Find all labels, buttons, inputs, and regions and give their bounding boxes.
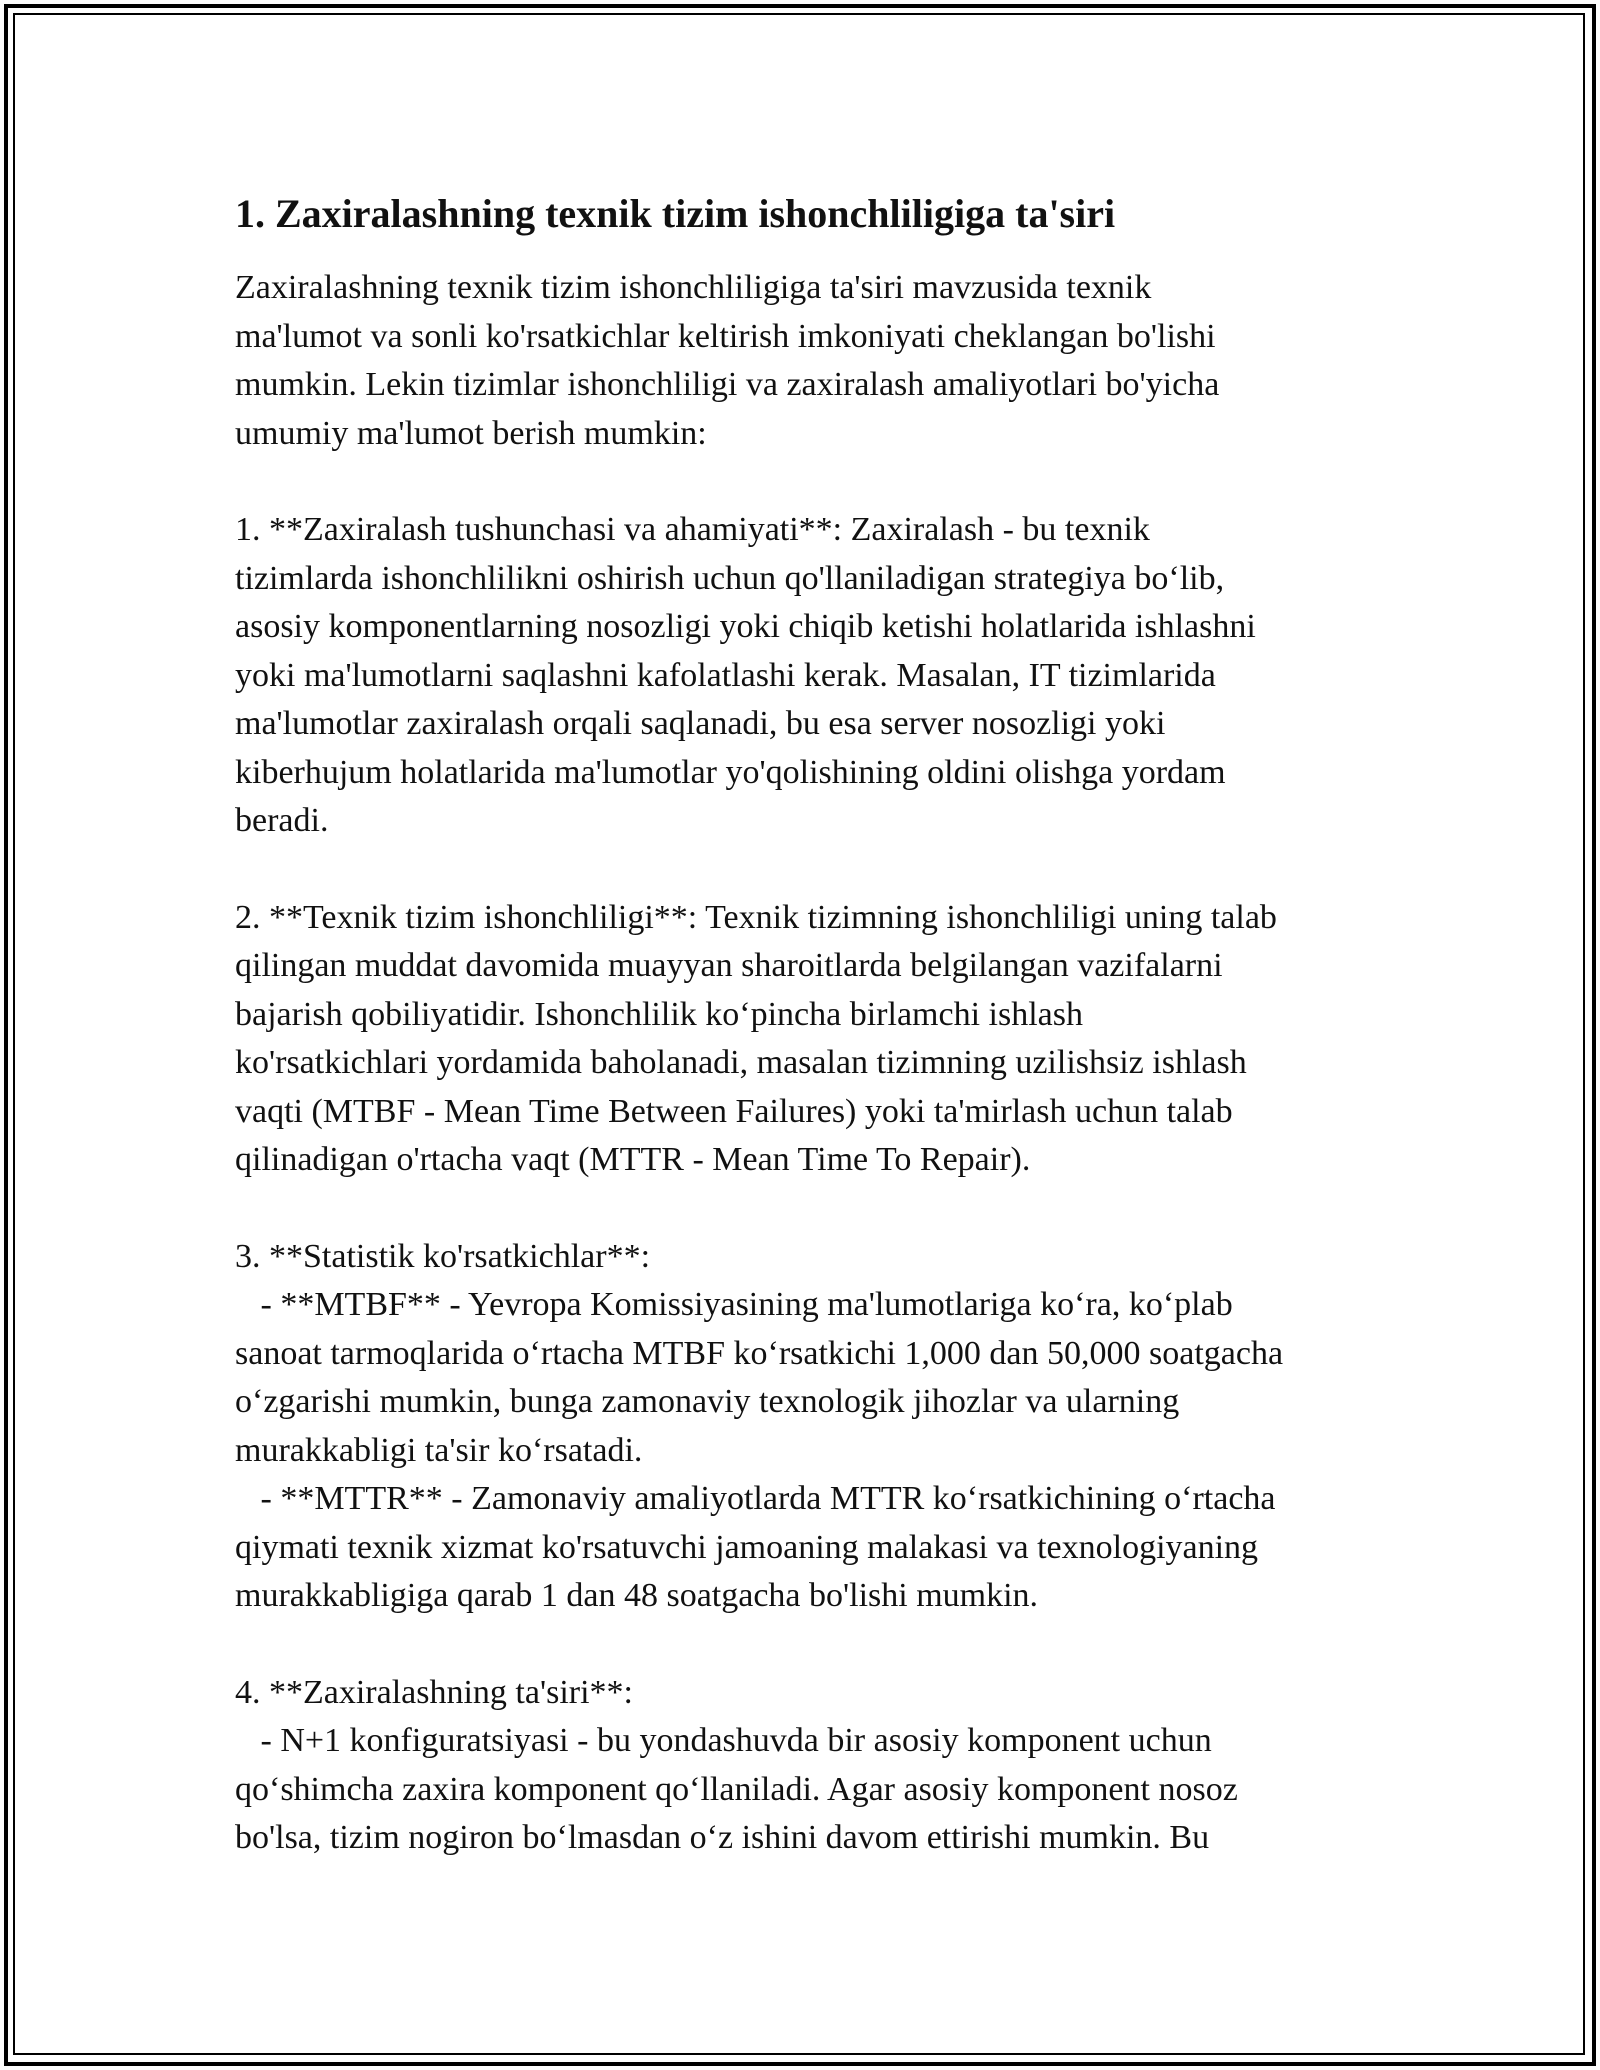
- document-body: [235, 188, 1385, 1863]
- paragraph-statistics: 3. **Statistik ko'rsatkichlar**: - **MTBF** - Yevropa Komissiyasining ma'lumotlariga ko‘ra, ko‘plab sanoat tarmoqlarida o‘rtacha MTBF ko‘rsatkichi 1,000 dan 50,000 soatgacha o‘zgarishi mumkin, bunga zamonaviy texnologik jihozlar va ularning murakkabligi ta'sir ko‘rsatadi. - **MTTR** - Zamonaviy amaliyotlarda MTTR ko‘rsatkichining o‘rtacha qiymati texnik xizmat ko'rsatuvchi jamoaning malakasi va texnologiyaning murakkabligiga qarab 1 dan 48 soatgacha bo'lishi mumkin.: [235, 1237, 1284, 1614]
- paragraph-system-reliability: 2. **Texnik tizim ishonchliligi**: Texnik tizimning ishonchliligi uning talab qilingan muddat davomida muayyan sharoitlarda belgilangan vazifalarni bajarish qobiliyatidir. Ishonchlilik ko‘pincha birlamchi ishlash ko'rsatkichlari yordamida baholanadi, masalan tizimning uzilishsiz ishlash vaqti (MTBF - Mean Time Between Failures) yoki ta'mirlash uchun talab qilinadigan o'rtacha vaqt (MTTR - Mean Time To Repair).: [235, 898, 1277, 1178]
- intro-paragraph: Zaxiralashning texnik tizim ishonchliligiga ta'siri mavzusida texnik ma'lumot va sonli ko'rsatkichlar keltirish imkoniyati cheklangan bo'lishi mumkin. Lekin tizimlar ishonchliligi va zaxiralash amaliyotlari bo'yicha umumiy ma'lumot berish mumkin:: [235, 269, 1220, 452]
- section-title: 1. Zaxiralashning texnik tizim ishonchliligiga ta'siri: [235, 191, 1116, 236]
- paragraph-backup-concept: 1. **Zaxiralash tushunchasi va ahamiyati**: Zaxiralash - bu texnik tizimlarda ishonchlilikni oshirish uchun qo'llaniladigan strategiya bo‘lib, asosiy komponentlarning nosozligi yoki chiqib ketishi holatlarida ishlashni yoki ma'lumotlarni saqlashni kafolatlashi kerak. Masalan, IT tizimlarida ma'lumotlar zaxiralash orqali saqlanadi, bu esa server nosozligi yoki kiberhujum holatlarida ma'lumotlar yo'qolishining oldini olishga yordam beradi.: [235, 511, 1256, 839]
- paragraph-backup-impact: 4. **Zaxiralashning ta'siri**: - N+1 konfiguratsiyasi - bu yondashuvda bir asosiy komponent uchun qo‘shimcha zaxira komponent qo‘llaniladi. Agar asosiy komponent nosoz bo'lsa, tizim nogiron bo‘lmasdan o‘z ishini davom ettirishi mumkin. Bu: [235, 1673, 1238, 1856]
